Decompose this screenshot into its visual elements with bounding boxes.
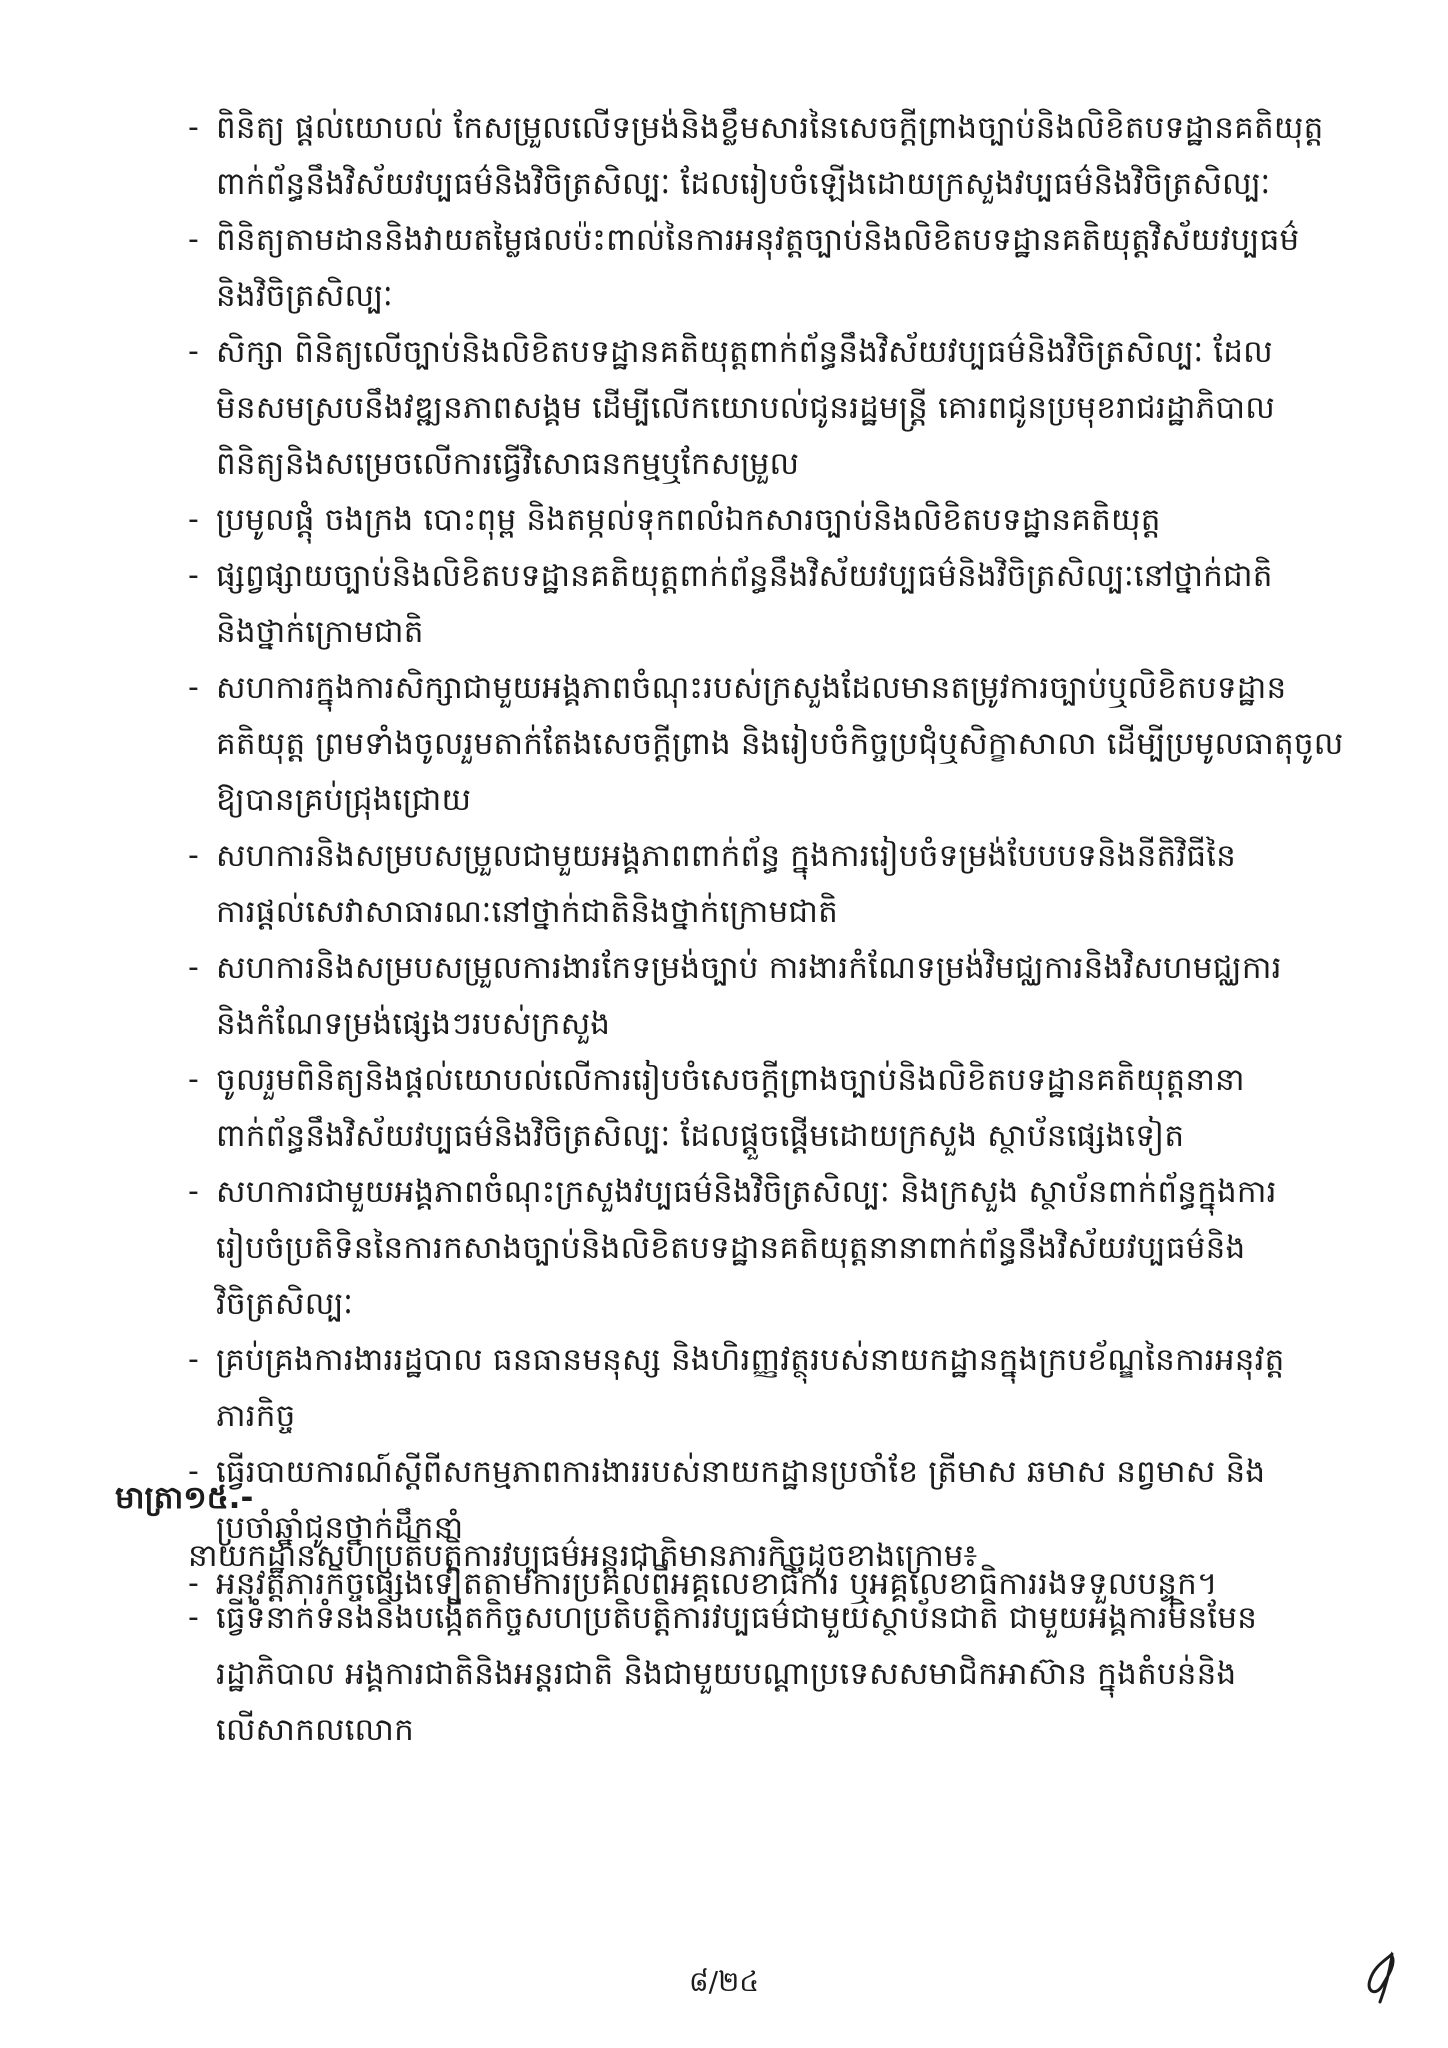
bullet-item <box>188 1590 1338 1758</box>
bullet-line: មិនសមស្របនឹងវឌ្ឍនភាពសង្គម ដើម្បីលើកយោបល់ជូនរដ្ឋមន្ត្រី គោរពជូនប្រមុខរាជរដ្ឋាភិបាល <box>216 390 1275 426</box>
bullet-text <box>216 1052 1338 1164</box>
bullet-line: រៀបចំប្រតិទិននៃការកសាងច្បាប់និងលិខិតបទដ្ឋានគតិយុត្តនានាពាក់ព័ន្ធនឹងវិស័យវប្បធម៌និង <box>216 1230 1246 1266</box>
initial-signature-mark <box>1356 1946 1406 2008</box>
bullet-text <box>216 100 1338 212</box>
bullet-item <box>188 548 1338 660</box>
bullet-item <box>188 100 1338 212</box>
bullet-text <box>216 1590 1338 1758</box>
bullet-line: និងកំណែទម្រង់ផ្សេងៗរបស់ក្រសួង <box>216 1006 611 1042</box>
bullet-item <box>188 1332 1338 1444</box>
bullet-dash: - <box>188 1566 199 1601</box>
bullet-text <box>216 940 1338 1052</box>
bullet-line: ពិនិត្យ ផ្តល់យោបល់ កែសម្រួលលើទម្រង់និងខ្លឹមសារនៃសេចក្តីព្រាងច្បាប់និងលិខិតបទដ្ឋានគតិយុត្ត <box>216 110 1324 146</box>
bullet-text <box>216 212 1338 324</box>
bullet-dash: - <box>188 110 199 145</box>
page-number: ៨/២៤ <box>688 1965 760 1998</box>
bullet-dash: - <box>188 1454 199 1489</box>
article-content <box>188 1528 1338 1758</box>
bullet-dash: - <box>188 502 199 537</box>
bullet-dash: - <box>188 1342 199 1377</box>
bullet-line: សហការក្នុងការសិក្សាជាមួយអង្គភាពចំណុះរបស់ក្រសួងដែលមានតម្រូវការច្បាប់ឬលិខិតបទដ្ឋាន <box>216 670 1287 706</box>
bullet-line: និងវិចិត្រសិល្បៈ <box>216 278 393 314</box>
bullet-line: សហការនិងសម្របសម្រួលជាមួយអង្គភាពពាក់ព័ន្ធ ក្នុងការរៀបចំទម្រង់បែបបទនិងនីតិវិធីនៃ <box>216 838 1236 874</box>
bullet-line: គ្រប់គ្រងការងាររដ្ឋបាល ធនធានមនុស្ស និងហិរញ្ញវត្ថុរបស់នាយកដ្ឋានក្នុងក្របខ័ណ្ឌនៃការអនុវត្ត <box>216 1342 1285 1378</box>
bullet-line: ការផ្តល់សេវាសាធារណៈនៅថ្នាក់ជាតិនិងថ្នាក់ក្រោមជាតិ <box>216 894 838 930</box>
bullet-line: ពាក់ព័ន្ធនឹងវិស័យវប្បធម៌និងវិចិត្រសិល្បៈ ដែលរៀបចំឡើងដោយក្រសួងវប្បធម៌និងវិចិត្រសិល្បៈ <box>216 166 1271 202</box>
bullet-line: រដ្ឋាភិបាល អង្គការជាតិនិងអន្តរជាតិ និងជាមួយបណ្តាប្រទេសសមាជិកអាស៊ាន ក្នុងតំបន់និង <box>216 1656 1237 1692</box>
bullet-line: ពិនិត្យតាមដាននិងវាយតម្លៃផលប៉ះពាល់នៃការអនុវត្តច្បាប់និងលិខិតបទដ្ឋានគតិយុត្តវិស័យវប្បធម៌ <box>216 222 1300 258</box>
bullet-line: ឱ្យបានគ្រប់ជ្រុងជ្រោយ <box>216 782 472 818</box>
bullet-text <box>216 548 1338 660</box>
bullet-item <box>188 940 1338 1052</box>
bullet-dash: - <box>188 222 199 257</box>
bullet-dash: - <box>188 1600 199 1635</box>
bullet-line: លើសាកលលោក <box>216 1712 414 1748</box>
bullet-line: និងថ្នាក់ក្រោមជាតិ <box>216 614 424 650</box>
bullet-line: ធ្វើទំនាក់ទំនងនិងបង្កើតកិច្ចសហប្រតិបត្តិការវប្បធម៌ជាមួយស្ថាប័នជាតិ ជាមួយអង្គការមិនមែន <box>216 1600 1258 1636</box>
bullet-dash: - <box>188 838 199 873</box>
bullet-item <box>188 212 1338 324</box>
bullet-line: សហការនិងសម្របសម្រួលការងារកែទម្រង់ច្បាប់ ការងារកំណែទម្រង់វិមជ្ឈការនិងវិសហមជ្ឈការ <box>216 950 1282 986</box>
bullet-text <box>216 660 1343 828</box>
bullet-dash: - <box>188 558 199 593</box>
bullet-item <box>188 828 1338 940</box>
bullet-line: សិក្សា ពិនិត្យលើច្បាប់និងលិខិតបទដ្ឋានគតិយុត្តពាក់ព័ន្ធនឹងវិស័យវប្បធម៌និងវិចិត្រសិល្បៈ ដែល <box>216 334 1273 370</box>
bullet-line: វិចិត្រសិល្បៈ <box>216 1286 354 1322</box>
bullet-line: ប្រមូលផ្តុំ ចងក្រង បោះពុម្ព និងតម្កល់ទុកពលំឯកសារច្បាប់និងលិខិតបទដ្ឋានគតិយុត្ត <box>216 502 1161 538</box>
bullet-dash: - <box>188 334 199 369</box>
bullet-text <box>216 828 1338 940</box>
bullet-text <box>216 324 1338 492</box>
bullet-line: គតិយុត្ត ព្រមទាំងចូលរួមតាក់តែងសេចក្តីព្រាង និងរៀបចំកិច្ចប្រជុំឬសិក្ខាសាលា ដើម្បីប្រមូលធាតុចូល <box>216 726 1344 762</box>
bullet-line: ពាក់ព័ន្ធនឹងវិស័យវប្បធម៌និងវិចិត្រសិល្បៈ ដែលផ្តួចផ្តើមដោយក្រសួង ស្ថាប័នផ្សេងទៀត <box>216 1118 1185 1154</box>
bullet-dash: - <box>188 950 199 985</box>
bullet-text <box>216 492 1338 548</box>
bullet-item <box>188 660 1344 828</box>
duties-bullet-list <box>188 100 1344 1612</box>
bullet-text <box>216 1332 1338 1444</box>
article-intro: នាយកដ្ឋានសហប្រតិបត្តិការវប្បធម៌អន្តរជាតិមានភារកិច្ចដូចខាងក្រោម៖ <box>188 1538 978 1574</box>
bullet-line: ពិនិត្យនិងសម្រេចលើការធ្វើវិសោធនកម្មឬកែសម្រួល <box>216 446 800 482</box>
bullet-line: ចូលរួមពិនិត្យនិងផ្តល់យោបល់លើការរៀបចំសេចក្តីព្រាងច្បាប់និងលិខិតបទដ្ឋានគតិយុត្តនានា <box>216 1062 1245 1098</box>
bullet-line: សហការជាមួយអង្គភាពចំណុះក្រសួងវប្បធម៌និងវិចិត្រសិល្បៈ និងក្រសួង ស្ថាប័នពាក់ព័ន្ធក្នុងការ <box>216 1174 1277 1210</box>
bullet-item <box>188 492 1338 548</box>
bullet-list <box>188 100 1344 1612</box>
article-heading: មាត្រា១៥.- <box>115 1480 254 1516</box>
bullet-item <box>188 1052 1338 1164</box>
bullet-line: អនុវត្តភារកិច្ចផ្សេងទៀតតាមការប្រគល់ពីអគ្គលេខាធិការ ឬអគ្គលេខាធិការរងទទួលបន្ទុក។ <box>216 1566 1218 1602</box>
bullet-line: ផ្សព្វផ្សាយច្បាប់និងលិខិតបទដ្ឋានគតិយុត្តពាក់ព័ន្ធនឹងវិស័យវប្បធម៌និងវិចិត្រសិល្បៈនៅថ្នាក់ជាតិ <box>216 558 1273 594</box>
article-bullet-list <box>188 1590 1338 1758</box>
bullet-line: ធ្វើរបាយការណ៍ស្តីពីសកម្មភាពការងាររបស់នាយកដ្ឋានប្រចាំខែ ត្រីមាស ឆមាស នព្វមាស និង <box>216 1454 1266 1490</box>
bullet-line: ប្រចាំឆ្នាំជូនថ្នាក់ដឹកនាំ <box>216 1510 464 1546</box>
bullet-dash: - <box>188 1174 199 1209</box>
bullet-text <box>216 1164 1338 1332</box>
bullet-item <box>188 1164 1338 1332</box>
bullet-line: ភារកិច្ច <box>216 1398 296 1434</box>
bullet-dash: - <box>188 670 199 705</box>
bullet-dash: - <box>188 1062 199 1097</box>
bullet-item <box>188 324 1338 492</box>
